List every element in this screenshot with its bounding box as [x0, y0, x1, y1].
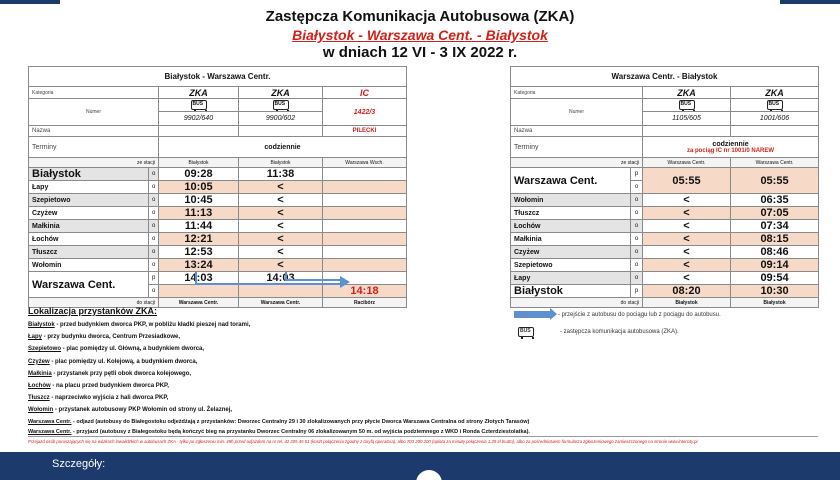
divider [28, 436, 818, 437]
terminy-value: codziennie [712, 140, 749, 148]
time-cell: 14:03 [159, 272, 239, 285]
bus-number: 9902/640 [159, 112, 239, 126]
list-item: Tłuszcz - naprzeciwko wyjścia z hali dworca PKP, [28, 395, 169, 402]
footer-bar [0, 452, 840, 480]
station-name: Szepietowo [29, 194, 149, 207]
time-cell: < [239, 220, 323, 233]
station-name: Czyżew [511, 246, 631, 259]
station-name: Łochów [511, 220, 631, 233]
list-item: Warszawa Centr. - przyjazd (autobusy z Białegostoku będą kończyć bieg na przystanku Dworzec Centralny 06 zlokalizowanym 50 m. od wyjścia podziemnego z WKD i Ronda Czterdziestolatka). [28, 429, 530, 435]
col-category: ZKA [159, 87, 239, 99]
label-do-stacji: do stacji [29, 298, 159, 308]
station-name: Małkinia [29, 220, 149, 233]
list-item: Łapy - przy budynku dworca, Centrum Przesiadkowe, [28, 334, 181, 341]
bus-icon: BUS [273, 100, 289, 110]
from-station: Białystok [159, 158, 239, 168]
time-cell: 10:05 [159, 181, 239, 194]
time-cell: < [239, 233, 323, 246]
to-station: Warszawa Centr. [239, 298, 323, 308]
list-item: Czyżew - plac pomiędzy ul. Kolejową, a budynkiem dworca, [28, 358, 198, 365]
time-cell: < [643, 272, 731, 285]
to-station: Białystok [643, 298, 731, 308]
time-cell: 07:34 [731, 220, 819, 233]
legend-bus-text: - zastępcza komunikacja autobusowa (ZKA). [560, 328, 679, 335]
to-station: Warszawa Centr. [159, 298, 239, 308]
time-cell: < [239, 259, 323, 272]
time-cell: < [239, 181, 323, 194]
time-cell: 12:21 [159, 233, 239, 246]
date-range: w dniach 12 VI - 3 IX 2022 r. [322, 44, 518, 61]
station-name: Małkinia [511, 233, 631, 246]
label-kategoria: Kategoria [29, 87, 159, 99]
train-number: 1422/3 [323, 99, 407, 126]
route-title: Białystok - Warszawa Cent. - Białystok [292, 27, 548, 43]
label-ze-stacji: ze stacji [511, 158, 643, 168]
bus-icon: BUS [767, 100, 783, 110]
time-cell: < [643, 194, 731, 207]
label-terminy: Terminy [29, 137, 159, 158]
scroll-indicator[interactable] [416, 470, 442, 480]
from-station: Warszawa Centr. [643, 158, 731, 168]
station-name: Łapy [29, 181, 149, 194]
train-name: PILECKI [323, 126, 407, 137]
label-nazwa: Nazwa [29, 126, 159, 137]
time-cell: 05:55 [731, 168, 819, 194]
list-item: Łochów - na placu przed budynkiem dworca PKP, [28, 383, 169, 390]
station-name: Tłuszcz [511, 207, 631, 220]
col-category: IC [323, 87, 407, 99]
transfer-arrow-icon [514, 311, 550, 318]
station-name: Wołomin [29, 259, 149, 272]
time-cell: < [643, 220, 731, 233]
time-cell: < [643, 246, 731, 259]
station-name: Łapy [511, 272, 631, 285]
station-name: Wołomin [511, 194, 631, 207]
details-label: Szczegóły: [52, 458, 106, 470]
label-ze-stacji: ze stacji [29, 158, 159, 168]
station-name: Czyżew [29, 207, 149, 220]
time-cell: 06:35 [731, 194, 819, 207]
time-cell: 08:20 [643, 285, 731, 298]
fine-print: Przejazd osób poruszających się na wózkach inwalidzkich w autobusach ZKA - tylko po zgłoszeniu min. 48h przed odjazdem na nr tel. 42 205 45 51 (koszt połączenia zgodny z taryfą operatora), albo 703 200 200 (opłata za minutę połączenia 1,29 zł brutto), albo za pośrednictwem formularza zgłoszeniowego zamieszczonego na stronie www.intercity.pl. [28, 439, 699, 444]
to-station: Racibórz [323, 298, 407, 308]
bus-icon: BUS [191, 100, 207, 110]
station-name: Łochów [29, 233, 149, 246]
station-name: Tłuszcz [29, 246, 149, 259]
time-cell: 13:24 [159, 259, 239, 272]
col-category: ZKA [239, 87, 323, 99]
locations-title: Lokalizacja przystanków ZKA: [28, 306, 158, 316]
bus-icon: BUS [518, 327, 534, 337]
bus-icon: BUS [679, 100, 695, 110]
time-cell: 14:18 [323, 285, 407, 298]
time-cell: 11:44 [159, 220, 239, 233]
top-bar [0, 0, 840, 6]
page-header [0, 8, 840, 62]
list-item: Szepietowo - plac pomiędzy ul. Główną, a budynkiem dworca, [28, 346, 205, 353]
time-cell: < [643, 233, 731, 246]
time-cell: 08:46 [731, 246, 819, 259]
time-cell: 10:30 [731, 285, 819, 298]
station-name: Białystok [29, 168, 149, 181]
from-station: Warszawa Wsch. [323, 158, 407, 168]
bus-number: 1105/605 [643, 112, 731, 126]
stop-locations [28, 306, 250, 417]
list-item: Białystok - przed budynkiem dworca PKP, w pobliżu kładki pieszej nad torami, [28, 322, 251, 328]
label-do-stacji: do stacji [511, 298, 643, 308]
label-kategoria: Kategoria [511, 87, 643, 99]
station-name: Warszawa Cent. [511, 168, 631, 194]
timetable-warszawa-bialystok: Warszawa Centr. - Białystok Kategoria ZKA ZKA Numer BUS BUS 1105/605 1001/606 Nazwa Terminy codziennie za pociąg IC nr 1001/0 NAREW ze stacji Warszawa Centr. Warszawa Centr. Warszawa Cent. p 05:55 05:55 o Wołomin o < 06:35 Tłuszcz o < 07:05 Łochów o < 07:34 Małkinia o < 08:15 Czyżew o < 08:46 Szepietowo o < 09:14 Łapy o < 09:54 Białystok p 08:20 10:30 do stacji Białystok Białystok [510, 66, 819, 308]
to-station: Białystok [731, 298, 819, 308]
warszawa-notes [28, 417, 818, 437]
time-cell: 07:05 [731, 207, 819, 220]
time-cell: 09:14 [731, 259, 819, 272]
from-station: Białystok [239, 158, 323, 168]
time-cell: < [643, 207, 731, 220]
page-title: Zastępcza Komunikacja Autobusowa (ZKA) [265, 8, 575, 25]
station-name: Białystok [511, 285, 631, 298]
time-cell: < [239, 246, 323, 259]
table-title: Warszawa Centr. - Białystok [511, 67, 819, 87]
label-terminy: Terminy [511, 137, 643, 158]
col-category: ZKA [731, 87, 819, 99]
terminy-value: codziennie [159, 137, 407, 158]
station-name: Warszawa Cent. [29, 272, 149, 298]
label-numer: Numer [29, 99, 159, 126]
time-cell: 14:03 [239, 272, 323, 285]
time-cell: 08:15 [731, 233, 819, 246]
time-cell: < [643, 259, 731, 272]
label-numer: Numer [511, 99, 643, 126]
time-cell: 11:38 [239, 168, 323, 181]
label-nazwa: Nazwa [511, 126, 643, 137]
time-cell: 09:28 [159, 168, 239, 181]
col-category: ZKA [643, 87, 731, 99]
time-cell: 05:55 [643, 168, 731, 194]
time-cell: 11:13 [159, 207, 239, 220]
transfer-arrow-icon [190, 270, 390, 300]
list-item: Wołomin - przystanek autobusowy PKP Wołomin od strony ul. Żelaznej, [28, 407, 233, 414]
bus-number: 9900/602 [239, 112, 323, 126]
timetable-bialystok-warszawa: Białystok - Warszawa Centr. Kategoria ZKA ZKA IC Numer BUS BUS 1422/3 9902/640 9900/602 Nazwa PILECKI Terminy codziennie ze stacji Białystok Białystok Warszawa Wsch. Białystok o 09:28 11:38 Łapy o 10:05 < Szepietowo o 10:45 < Czyżew o 11:13 < Małkinia o 11:44 < Łochów o 12:21 < Tłuszcz o 12:53 < Wołomin o 13:24 < Warszawa Cent. p 14:03 14:03 o 14:18 do stacji Warszawa Centr. Warszawa Centr. Racibórz [28, 66, 407, 308]
bus-number: 1001/606 [731, 112, 819, 126]
legend [514, 306, 721, 340]
time-cell: 12:53 [159, 246, 239, 259]
table-title: Białystok - Warszawa Centr. [29, 67, 407, 87]
station-name: Szepietowo [511, 259, 631, 272]
time-cell: < [239, 207, 323, 220]
time-cell: 09:54 [731, 272, 819, 285]
from-station: Warszawa Centr. [731, 158, 819, 168]
list-item: Warszawa Centr. - odjazd (autobusy do Białegostoku odjeżdżają z przystanków: Dworzec Centralny 29 i 30 zlokalizowanych przy płycie Dworca Warszawa Centralna od strony Złotych Tarasów) [28, 419, 530, 425]
list-item: Małkinia - przystanek przy pętli obok dworca kolejowego, [28, 370, 192, 377]
time-cell: < [239, 194, 323, 207]
legend-arrow-text: - przejście z autobusu do pociągu lub z pociągu do autobusu. [558, 311, 721, 318]
time-cell: 10:45 [159, 194, 239, 207]
terminy-note: za pociąg IC nr 1001/0 NAREW [687, 147, 775, 154]
